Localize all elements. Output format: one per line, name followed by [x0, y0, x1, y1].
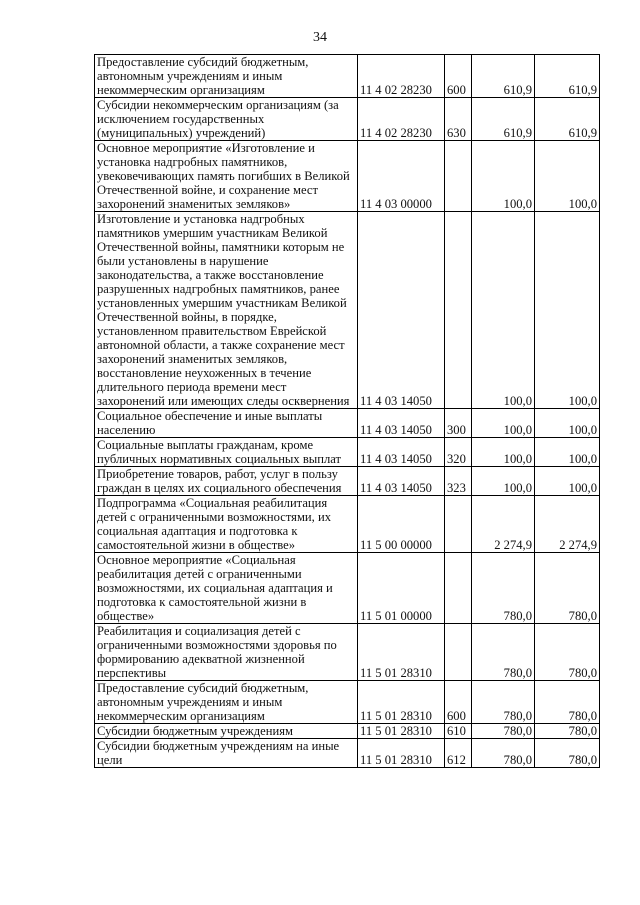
- row-expense-type-cell: [445, 496, 472, 553]
- row-code-cell: 11 5 01 28310: [358, 724, 445, 739]
- row-sum-1-cell: 780,0: [472, 624, 535, 681]
- row-code-cell: 11 5 01 28310: [358, 624, 445, 681]
- row-code-cell: 11 4 03 14050: [358, 467, 445, 496]
- row-sum-2-cell: 2 274,9: [535, 496, 600, 553]
- row-sum-1-cell: 100,0: [472, 438, 535, 467]
- row-sum-1-cell: 780,0: [472, 681, 535, 724]
- table-row: [95, 681, 600, 724]
- row-name-cell: Субсидии бюджетным учреждениям: [95, 724, 358, 739]
- row-sum-2-cell: 100,0: [535, 409, 600, 438]
- row-sum-2-cell: 780,0: [535, 681, 600, 724]
- row-expense-type-cell: [445, 553, 472, 624]
- row-sum-1-cell: 2 274,9: [472, 496, 535, 553]
- row-code-cell: 11 4 03 14050: [358, 212, 445, 409]
- row-expense-type-cell: 600: [445, 681, 472, 724]
- row-sum-2-cell: 610,9: [535, 55, 600, 98]
- table-row: [95, 438, 600, 467]
- row-expense-type-cell: 323: [445, 467, 472, 496]
- row-sum-1-cell: 100,0: [472, 409, 535, 438]
- row-sum-1-cell: 100,0: [472, 212, 535, 409]
- row-code-cell: 11 5 01 00000: [358, 553, 445, 624]
- row-expense-type-cell: 320: [445, 438, 472, 467]
- row-sum-2-cell: 780,0: [535, 724, 600, 739]
- row-sum-1-cell: 610,9: [472, 98, 535, 141]
- table-row: [95, 212, 600, 409]
- row-sum-2-cell: 100,0: [535, 467, 600, 496]
- row-sum-2-cell: 780,0: [535, 553, 600, 624]
- row-expense-type-cell: [445, 141, 472, 212]
- row-name-cell: Основное мероприятие «Социальная реабилитация детей с ограниченными возможностями, их социальная адаптация и подготовка к самостоятельной жизни в обществе»: [95, 553, 358, 624]
- table-row: [95, 724, 600, 739]
- row-sum-2-cell: 100,0: [535, 438, 600, 467]
- row-sum-2-cell: 100,0: [535, 141, 600, 212]
- table-row: [95, 496, 600, 553]
- row-code-cell: 11 4 02 28230: [358, 98, 445, 141]
- row-name-cell: Приобретение товаров, работ, услуг в пользу граждан в целях их социального обеспечения: [95, 467, 358, 496]
- table-row: [95, 739, 600, 768]
- row-sum-2-cell: 610,9: [535, 98, 600, 141]
- row-expense-type-cell: 612: [445, 739, 472, 768]
- row-code-cell: 11 4 02 28230: [358, 55, 445, 98]
- table-row: [95, 141, 600, 212]
- row-code-cell: 11 4 03 00000: [358, 141, 445, 212]
- row-name-cell: Социальное обеспечение и иные выплаты населению: [95, 409, 358, 438]
- row-name-cell: Изготовление и установка надгробных памятников умершим участникам Великой Отечественной войны, памятники которым не были установлены в нарушение законодательства, а также восстановление разрушенных надгробных памятников, ранее установленных умершим участникам Великой Отечественной войны, в порядке, установленном правительством Еврейской автономной области, а также сохранение мест захоронений знаменитых земляков, восстановление неухоженных в течение длительного периода времени мест захоронений или имеющих следы осквернения: [95, 212, 358, 409]
- row-name-cell: Социальные выплаты гражданам, кроме публичных нормативных социальных выплат: [95, 438, 358, 467]
- row-sum-1-cell: 610,9: [472, 55, 535, 98]
- table-row: [95, 55, 600, 98]
- row-name-cell: Субсидии некоммерческим организациям (за исключением государственных (муниципальных) учреждений): [95, 98, 358, 141]
- row-code-cell: 11 4 03 14050: [358, 409, 445, 438]
- row-sum-1-cell: 780,0: [472, 553, 535, 624]
- table-row: [95, 409, 600, 438]
- row-sum-1-cell: 100,0: [472, 467, 535, 496]
- row-sum-1-cell: 100,0: [472, 141, 535, 212]
- row-expense-type-cell: 630: [445, 98, 472, 141]
- row-code-cell: 11 5 01 28310: [358, 681, 445, 724]
- page-number: 34: [313, 30, 327, 45]
- table-row: [95, 98, 600, 141]
- row-expense-type-cell: [445, 212, 472, 409]
- row-expense-type-cell: 600: [445, 55, 472, 98]
- row-expense-type-cell: [445, 624, 472, 681]
- row-expense-type-cell: 300: [445, 409, 472, 438]
- row-code-cell: 11 5 01 28310: [358, 739, 445, 768]
- table-row: [95, 624, 600, 681]
- row-name-cell: Реабилитация и социализация детей с ограниченными возможностями здоровья по формированию адекватной жизненной перспективы: [95, 624, 358, 681]
- row-name-cell: Предоставление субсидий бюджетным, автономным учреждениям и иным некоммерческим организациям: [95, 55, 358, 98]
- row-code-cell: 11 4 03 14050: [358, 438, 445, 467]
- row-name-cell: Предоставление субсидий бюджетным, автономным учреждениям и иным некоммерческим организациям: [95, 681, 358, 724]
- row-name-cell: Подпрограмма «Социальная реабилитация детей с ограниченными возможностями, их социальная адаптация и подготовка к самостоятельной жизни в обществе»: [95, 496, 358, 553]
- row-sum-1-cell: 780,0: [472, 739, 535, 768]
- row-sum-2-cell: 100,0: [535, 212, 600, 409]
- table-row: [95, 553, 600, 624]
- row-name-cell: Субсидии бюджетным учреждениям на иные цели: [95, 739, 358, 768]
- row-sum-2-cell: 780,0: [535, 739, 600, 768]
- row-code-cell: 11 5 00 00000: [358, 496, 445, 553]
- table-row: [95, 467, 600, 496]
- row-name-cell: Основное мероприятие «Изготовление и установка надгробных памятников, увековечивающих память погибших в Великой Отечественной войне, и сохранение мест захоронений знаменитых земляков»: [95, 141, 358, 212]
- row-expense-type-cell: 610: [445, 724, 472, 739]
- row-sum-2-cell: 780,0: [535, 624, 600, 681]
- budget-table: [94, 54, 600, 768]
- row-sum-1-cell: 780,0: [472, 724, 535, 739]
